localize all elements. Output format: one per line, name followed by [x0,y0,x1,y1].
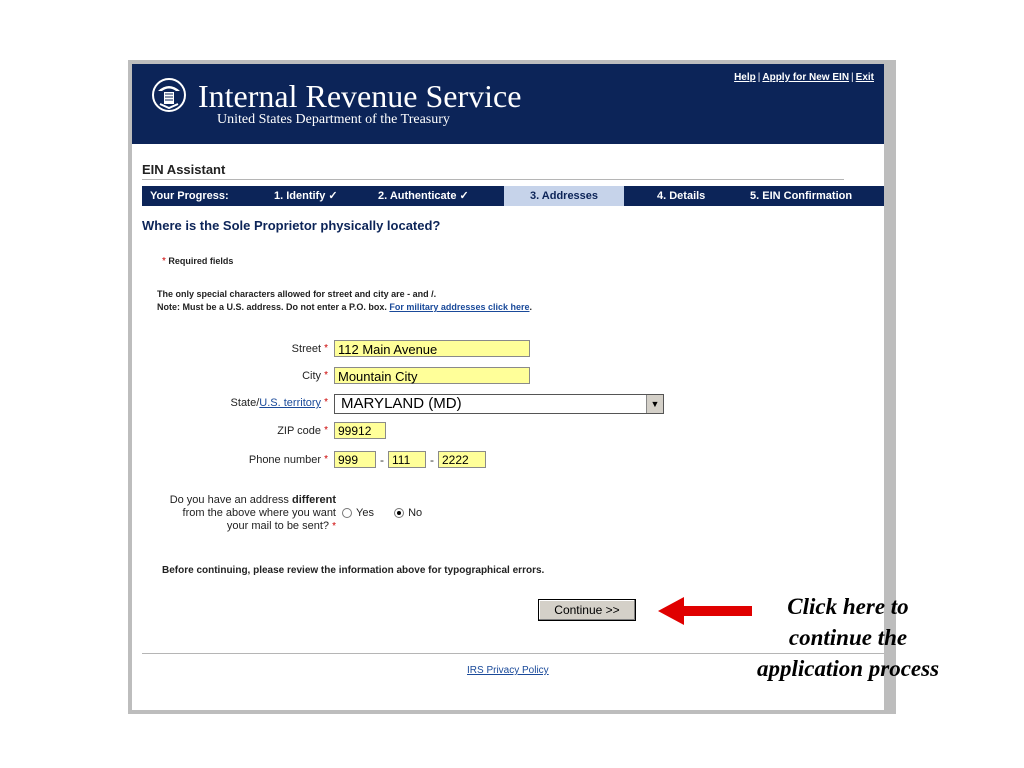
different-word: different [292,494,336,506]
street-label-text: Street [291,343,322,355]
top-links: Help | Apply for New EIN | Exit [734,72,874,83]
zip-input[interactable]: 99912 [334,422,386,439]
zip-label-text: ZIP code [277,425,322,437]
us-territory-link[interactable]: U.S. territory [259,397,322,409]
help-link[interactable]: Help [734,72,756,83]
different-address-line1 [156,494,336,507]
different-address-line1-text: Do you have an address [169,494,289,506]
no-label: No [408,507,423,519]
required-star: * [324,454,328,465]
required-star: * [332,521,336,532]
us-address-note-text: Note: Must be a U.S. address. Do not enter a P.O. box. [157,302,387,312]
phone-dash: - [380,453,384,467]
zip-label [212,425,328,437]
city-input[interactable]: Mountain City [334,367,530,384]
required-fields-note [162,256,233,267]
irs-subtitle: United States Department of the Treasury [217,112,450,127]
progress-label: Your Progress: [150,190,229,202]
state-select[interactable] [334,394,664,414]
progress-step-ein-confirmation: 5. EIN Confirmation [750,190,853,202]
state-label-text: State/ [230,397,260,409]
irs-header [132,64,884,144]
continue-button[interactable]: Continue >> [538,599,636,621]
state-select-value: MARYLAND (MD) [341,395,462,412]
progress-step-details: 4. Details [657,190,706,202]
callout-line-1: Click here to [787,594,909,619]
ein-assistant-title: EIN Assistant [142,162,844,180]
yes-radio[interactable] [342,508,352,518]
progress-step-authenticate: 2. Authenticate ✓ [378,190,469,202]
military-address-link[interactable]: For military addresses click here [389,302,530,312]
review-notice: Before continuing, please review the information above for typographical errors. [162,565,545,576]
exit-link[interactable]: Exit [855,72,874,83]
dropdown-arrow-icon[interactable]: ▼ [646,395,663,413]
street-input[interactable]: 112 Main Avenue [334,340,530,357]
required-star: * [324,343,328,354]
required-fields-label: Required fields [168,256,234,266]
address-notes [157,288,532,314]
privacy-policy-link[interactable]: IRS Privacy Policy [467,665,549,676]
progress-step-addresses: 3. Addresses [504,186,624,206]
irs-title: Internal Revenue Service [198,78,522,114]
different-address-line3-text: your mail to be sent? [226,520,330,532]
phone-dash: - [430,453,434,467]
special-characters-note: The only special characters allowed for street and city are - and /. [157,289,437,299]
callout-line-3: application process [756,656,940,681]
different-address-question [156,494,336,533]
phone-line-input[interactable]: 2222 [438,451,486,468]
no-radio[interactable] [394,508,404,518]
page-question: Where is the Sole Proprietor physically located? [142,218,441,233]
progress-bar [142,186,884,206]
required-star: * [324,370,328,381]
phone-label [192,454,328,466]
phone-prefix-input[interactable]: 111 [388,451,426,468]
required-star: * [324,397,328,408]
yes-label: Yes [356,507,374,519]
state-label [162,397,328,409]
apply-new-ein-link[interactable]: Apply for New EIN [762,72,850,83]
phone-label-text: Phone number [248,454,322,466]
city-label-text: City [302,370,322,382]
different-address-line3 [156,520,336,533]
callout-annotation [735,591,961,684]
progress-step-identify: 1. Identify ✓ [274,190,338,202]
different-address-line2: from the above where you want [182,507,336,519]
city-label [212,370,328,382]
required-star: * [324,425,328,436]
required-star: * [162,256,166,267]
callout-line-2: continue the [788,625,908,650]
eagle-seal-icon [150,77,188,113]
phone-area-input[interactable]: 999 [334,451,376,468]
us-address-note: Note: Must be a U.S. address. Do not enter a P.O. box. For military addresses click here. [157,302,532,312]
street-label [212,343,328,355]
different-address-radio-group [342,507,422,519]
